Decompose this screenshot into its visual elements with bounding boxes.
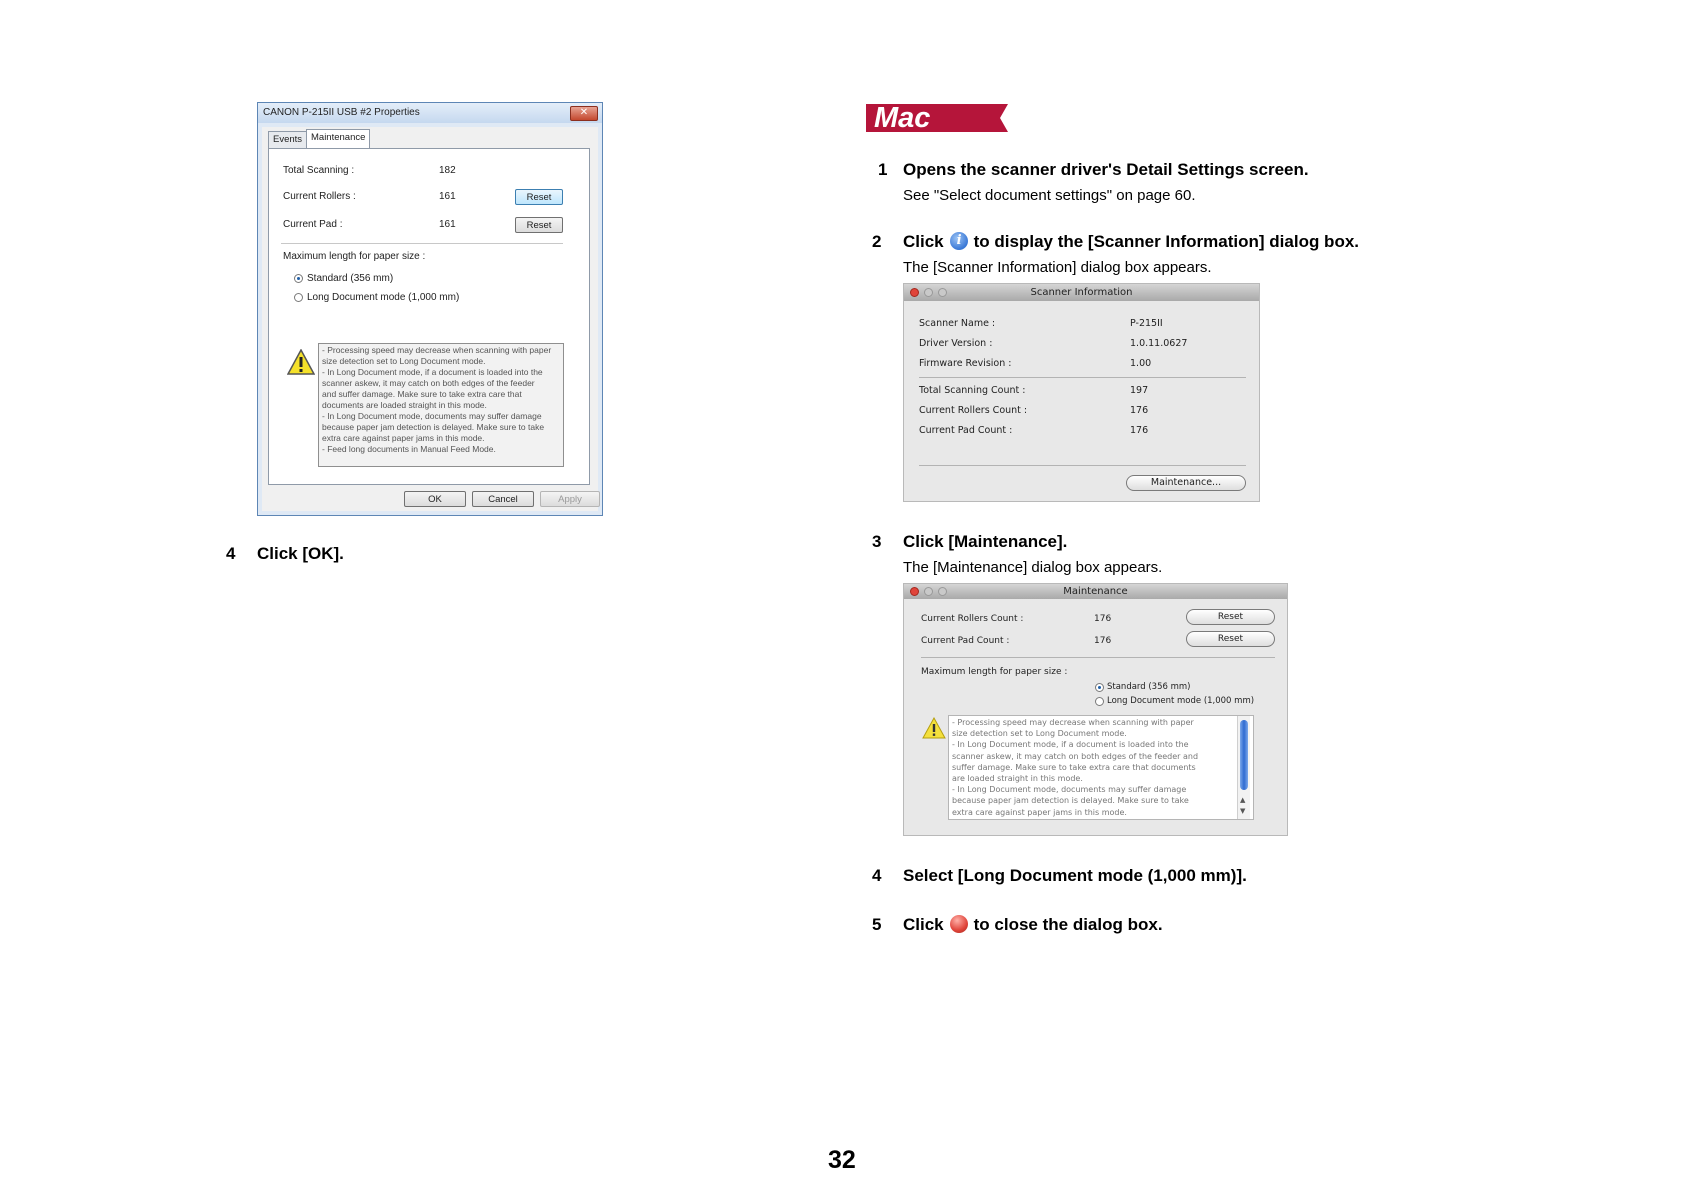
total-scanning-count-label: Total Scanning Count : xyxy=(919,385,1026,396)
mac-badge-label: Mac xyxy=(874,102,931,134)
dialog-title: Maintenance xyxy=(1063,586,1128,597)
current-rollers-count-value: 176 xyxy=(1130,405,1149,416)
warning-line: - Processing speed may decrease when scanning with paper xyxy=(952,718,1194,727)
close-icon[interactable]: ✕ xyxy=(570,106,598,121)
page-number: 32 xyxy=(828,1146,856,1174)
ok-button[interactable]: OK xyxy=(404,491,466,507)
mac-badge xyxy=(866,104,1008,132)
close-button-icon[interactable] xyxy=(950,915,968,933)
step-2-click: Click xyxy=(903,232,944,251)
minimize-icon[interactable] xyxy=(924,288,933,297)
warning-icon xyxy=(287,349,315,375)
scanner-name-value: P-215II xyxy=(1130,318,1163,329)
tab-events[interactable]: Events xyxy=(268,131,307,149)
current-pad-value: 161 xyxy=(439,219,456,230)
step-2-title xyxy=(903,232,1359,252)
warning-line: - In Long Document mode, if a document is loaded into the xyxy=(952,740,1189,750)
dialog-title: CANON P-215II USB #2 Properties xyxy=(263,107,420,118)
warning-text-box xyxy=(948,715,1254,820)
pad-count-value: 176 xyxy=(1094,636,1112,646)
scrollbar-thumb[interactable] xyxy=(1240,720,1248,790)
mac-maintenance-dialog xyxy=(903,583,1288,836)
warning-line: size detection set to Long Document mode. xyxy=(952,729,1127,739)
radio-standard-label: Standard (356 mm) xyxy=(307,273,394,284)
radio-long-document[interactable] xyxy=(1095,697,1104,706)
warning-line: because paper jam detection is delayed. Make sure to take xyxy=(952,796,1189,806)
warning-line: - Processing speed may decrease when scanning with paper xyxy=(322,345,552,355)
warning-line: extra care against paper jams in this mode. xyxy=(952,807,1127,817)
max-length-label: Maximum length for paper size : xyxy=(283,251,426,262)
radio-standard[interactable] xyxy=(294,274,303,283)
rollers-count-label: Current Rollers Count : xyxy=(921,614,1024,624)
warning-line: because paper jam detection is delayed. Make sure to take xyxy=(322,422,545,432)
warning-line: scanner askew, it may catch on both edges of the feeder and xyxy=(952,751,1199,761)
warning-line: - Feed long documents in Manual Feed Mode. xyxy=(322,444,496,454)
current-pad-count-label: Current Pad Count : xyxy=(919,425,1013,436)
left-step-number: 4 xyxy=(226,544,236,563)
warning-line: documents are loaded straight in this mode. xyxy=(322,400,487,410)
dialog-title-bar xyxy=(904,584,1287,599)
step-5-rest: to close the dialog box. xyxy=(973,915,1163,934)
radio-standard-label: Standard (356 mm) xyxy=(1107,682,1191,692)
dialog-title-bar xyxy=(258,103,602,123)
step-1-desc: See "Select document settings" on page 60. xyxy=(903,187,1196,204)
step-1-number: 1 xyxy=(878,160,888,179)
current-rollers-label: Current Rollers : xyxy=(283,191,356,202)
scanner-information-dialog xyxy=(903,283,1260,502)
maintenance-button[interactable]: Maintenance... xyxy=(1126,475,1246,491)
step-5-click: Click xyxy=(903,915,944,934)
windows-properties-dialog xyxy=(257,102,603,516)
info-icon[interactable]: i xyxy=(950,232,968,250)
divider xyxy=(281,243,563,244)
scroll-up-icon[interactable]: ▲ xyxy=(1240,796,1246,804)
divider xyxy=(919,465,1246,466)
scanner-name-label: Scanner Name : xyxy=(919,318,996,329)
warning-line: - In Long Document mode, if a document is loaded into the xyxy=(322,367,543,377)
total-scanning-value: 182 xyxy=(439,165,456,176)
warning-icon xyxy=(922,717,946,739)
step-3-title: Click [Maintenance]. xyxy=(903,532,1068,551)
reset-rollers-button[interactable]: Reset xyxy=(515,189,563,205)
warning-line: suffer damage. Make sure to take extra care that documents xyxy=(952,762,1196,772)
step-1-title: Opens the scanner driver's Detail Settings screen. xyxy=(903,160,1309,179)
pad-count-label: Current Pad Count : xyxy=(921,636,1010,646)
warning-line: size detection set to Long Document mode. xyxy=(322,356,486,366)
close-icon[interactable] xyxy=(910,587,919,596)
max-length-label: Maximum length for paper size : xyxy=(921,667,1068,677)
reset-pad-button[interactable]: Reset xyxy=(1186,631,1275,647)
step-5-number: 5 xyxy=(872,915,882,934)
cancel-button[interactable]: Cancel xyxy=(472,491,534,507)
total-scanning-label: Total Scanning : xyxy=(283,165,355,176)
warning-line: - In Long Document mode, documents may suffer damage xyxy=(322,411,542,421)
warning-line: - In Long Document mode, documents may suffer damage xyxy=(952,785,1187,795)
radio-long-label: Long Document mode (1,000 mm) xyxy=(307,292,460,303)
driver-version-label: Driver Version : xyxy=(919,338,993,349)
current-rollers-value: 161 xyxy=(439,191,456,202)
left-step-text: Click [OK]. xyxy=(257,544,344,563)
divider xyxy=(919,377,1246,378)
current-pad-count-value: 176 xyxy=(1130,425,1149,436)
rollers-count-value: 176 xyxy=(1094,614,1112,624)
maintenance-panel xyxy=(268,148,590,485)
dialog-body xyxy=(262,127,598,511)
radio-long-label: Long Document mode (1,000 mm) xyxy=(1107,696,1255,706)
warning-line: extra care against paper jams in this mode. xyxy=(322,433,485,443)
step-4-number: 4 xyxy=(872,866,882,885)
apply-button[interactable]: Apply xyxy=(540,491,600,507)
firmware-revision-value: 1.00 xyxy=(1130,358,1152,369)
radio-standard[interactable] xyxy=(1095,683,1104,692)
warning-text-box xyxy=(318,343,564,467)
dialog-title: Scanner Information xyxy=(1030,287,1133,298)
radio-long-document[interactable] xyxy=(294,293,303,302)
step-2-number: 2 xyxy=(872,232,882,251)
step-3-desc: The [Maintenance] dialog box appears. xyxy=(903,559,1163,576)
scrollbar[interactable] xyxy=(1237,716,1250,819)
total-scanning-count-value: 197 xyxy=(1130,385,1149,396)
zoom-icon[interactable] xyxy=(938,288,947,297)
step-5-title xyxy=(903,915,1163,935)
divider xyxy=(921,657,1275,658)
close-icon[interactable] xyxy=(910,288,919,297)
driver-version-value: 1.0.11.0627 xyxy=(1130,338,1188,349)
step-4-title: Select [Long Document mode (1,000 mm)]. xyxy=(903,866,1247,885)
reset-rollers-button[interactable]: Reset xyxy=(1186,609,1275,625)
minimize-icon[interactable] xyxy=(924,587,933,596)
step-2-rest: to display the [Scanner Information] dialog box. xyxy=(973,232,1360,251)
firmware-revision-label: Firmware Revision : xyxy=(919,358,1012,369)
step-2-desc: The [Scanner Information] dialog box appears. xyxy=(903,259,1212,276)
warning-line: are loaded straight in this mode. xyxy=(952,774,1083,784)
reset-pad-button[interactable]: Reset xyxy=(515,217,563,233)
scroll-down-icon[interactable]: ▼ xyxy=(1240,807,1246,815)
current-rollers-count-label: Current Rollers Count : xyxy=(919,405,1028,416)
warning-line: scanner askew, it may catch on both edges of the feeder xyxy=(322,378,535,388)
current-pad-label: Current Pad : xyxy=(283,219,343,230)
tab-maintenance[interactable]: Maintenance xyxy=(306,129,370,150)
zoom-icon[interactable] xyxy=(938,587,947,596)
step-3-number: 3 xyxy=(872,532,882,551)
warning-line: and suffer damage. Make sure to take extra care that xyxy=(322,389,522,399)
dialog-title-bar xyxy=(904,284,1259,301)
